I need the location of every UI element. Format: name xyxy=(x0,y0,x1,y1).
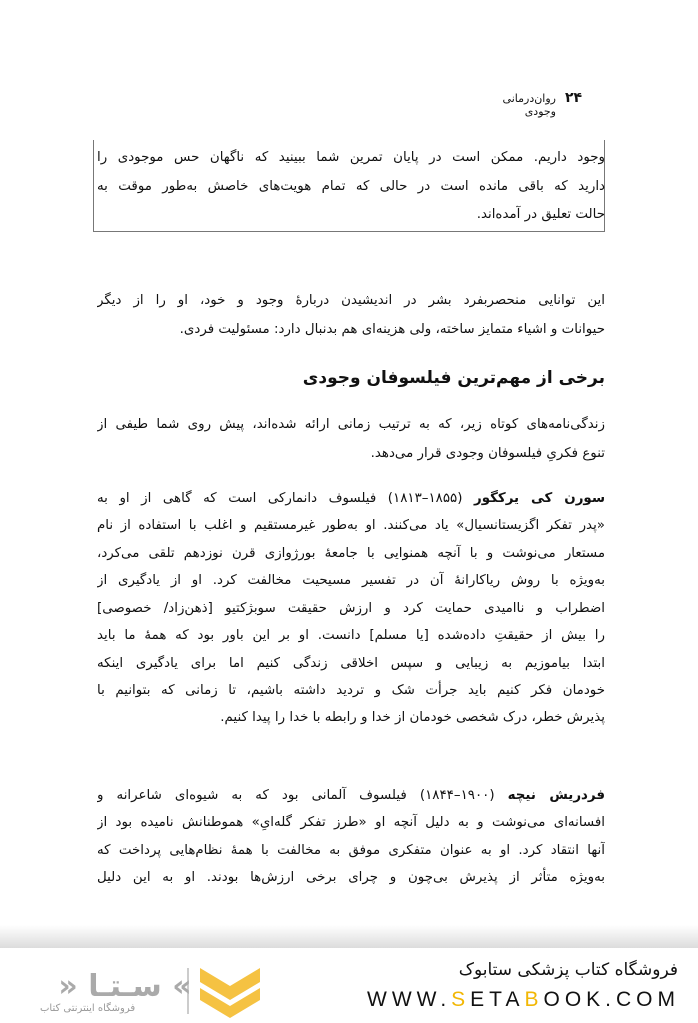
logo-tagline: فروشگاه اینترنتی کتاب xyxy=(40,1003,136,1014)
kierkegaard-line: «پدر تفکر اگزیستانسیال» یاد می‌کنند. او به‌طور غیرمستقیم و اغلب با استفاده از نام xyxy=(97,518,605,533)
kierkegaard-line: اضطراب و ناامیدی حمایت کرد و ارزش حقیقت سوبژکتیو [ذهن‌زاد/ خصوصی] xyxy=(97,601,605,616)
nietzsche-line: آنها انتقاد کرد. او به عنوان متفکری موفق به مخالفت با همهٔ نظام‌هایی پرداخت که xyxy=(97,843,605,858)
shop-name: فروشگاه کتاب پزشکی ستابوک xyxy=(458,960,678,980)
kierkegaard-line: خودمان فکر کنیم باید جرأت شک و تردید داشته باشیم، تا زمانی که بتوانیم با xyxy=(97,683,605,698)
nietzsche-line: به‌ویژه متأثر از پذیرش بی‌چون و چرای برخی ارزش‌ها بودند. او به این دلیل xyxy=(97,870,605,885)
kierkegaard-line xyxy=(97,487,605,511)
philosopher-name: فردریش نیچه xyxy=(507,788,605,803)
text: (۱۸۵۵–۱۸۱۳) فیلسوف دانمارکی است که گاهی از او به xyxy=(97,491,475,506)
paragraph-line: این توانایی منحصربفرد بشر در اندیشیدن دربارهٔ وجود و خود، او را از دیگر xyxy=(97,293,605,308)
url-part: OOK.COM xyxy=(543,988,680,1011)
box-line: حالت تعلیق در آمده‌اند. xyxy=(476,207,605,222)
url-part: ETA xyxy=(470,988,525,1011)
section-heading: برخی از مهم‌ترین فیلسوفان وجودی xyxy=(302,368,605,388)
url-part: S xyxy=(451,988,471,1011)
box-line: دارید که باقی مانده است در حالی که تمام هویت‌های خاصش به‌طور موقت به xyxy=(97,179,605,194)
shop-url[interactable] xyxy=(367,988,680,1012)
paragraph-line: حیوانات و اشیاء متمایز ساخته، ولی هزینه‌ای هم بدنبال دارد: مسئولیت فردی. xyxy=(179,322,605,337)
kierkegaard-line: به‌ویژه با روش ریاکارانهٔ آن در تفسیر مسیحیت مخالفت کرد. او از یادگیری از xyxy=(97,573,605,588)
page-number: ۲۴ xyxy=(565,90,583,106)
url-part: B xyxy=(524,988,544,1011)
box-line: وجود داریم. ممکن است در پایان تمرین شما ببینید که ناگهان حس موجودی را xyxy=(97,150,605,165)
svg-text:» سـتـا «: » سـتـا « xyxy=(58,969,192,1004)
url-part: WWW. xyxy=(367,988,452,1011)
text: (۱۹۰۰–۱۸۴۴) فیلسوف آلمانی بود که به شیوه‌ای شاعرانه و xyxy=(97,788,508,803)
kierkegaard-line: را بیش از حقیقتِ داده‌شده [یا مسلم] دانست. او بر این باور بود که همهٔ ما باید xyxy=(97,628,605,643)
kierkegaard-line: مستعار می‌نوشت و با آنچه همنوایی با جامعهٔ بورژوازی قرن نوزدهم تلقی می‌کرد، xyxy=(97,546,605,561)
footer-fade xyxy=(0,925,698,950)
kierkegaard-line: پذیرش خطر، درک شخصی خودمان از خدا و رابطه با خدا را پیدا کنیم. xyxy=(220,710,605,725)
kierkegaard-line: ابتدا بیاموزیم به زیبایی و سپس اخلاقی زندگی کنیم اما برای یادگیری اینکه xyxy=(97,656,605,671)
nietzsche-line: افسانه‌ای می‌نوشت و به دلیل آنچه او «طرز تفکر گله‌ایِ» هموطنانش نامیده بود از xyxy=(97,815,605,830)
running-title: روان‌درمانی وجودی xyxy=(502,92,556,118)
nietzsche-line xyxy=(97,784,605,808)
paragraph-line: تنوع فکریِ فیلسوفان وجودی قرار می‌دهد. xyxy=(370,446,605,461)
paragraph-line: زندگی‌نامه‌های کوتاه زیر، که به ترتیب زمانی ارائه شده‌اند، پیش روی شما طیفی از xyxy=(97,417,605,432)
philosopher-name: سورن کی یرکگور xyxy=(474,491,605,506)
